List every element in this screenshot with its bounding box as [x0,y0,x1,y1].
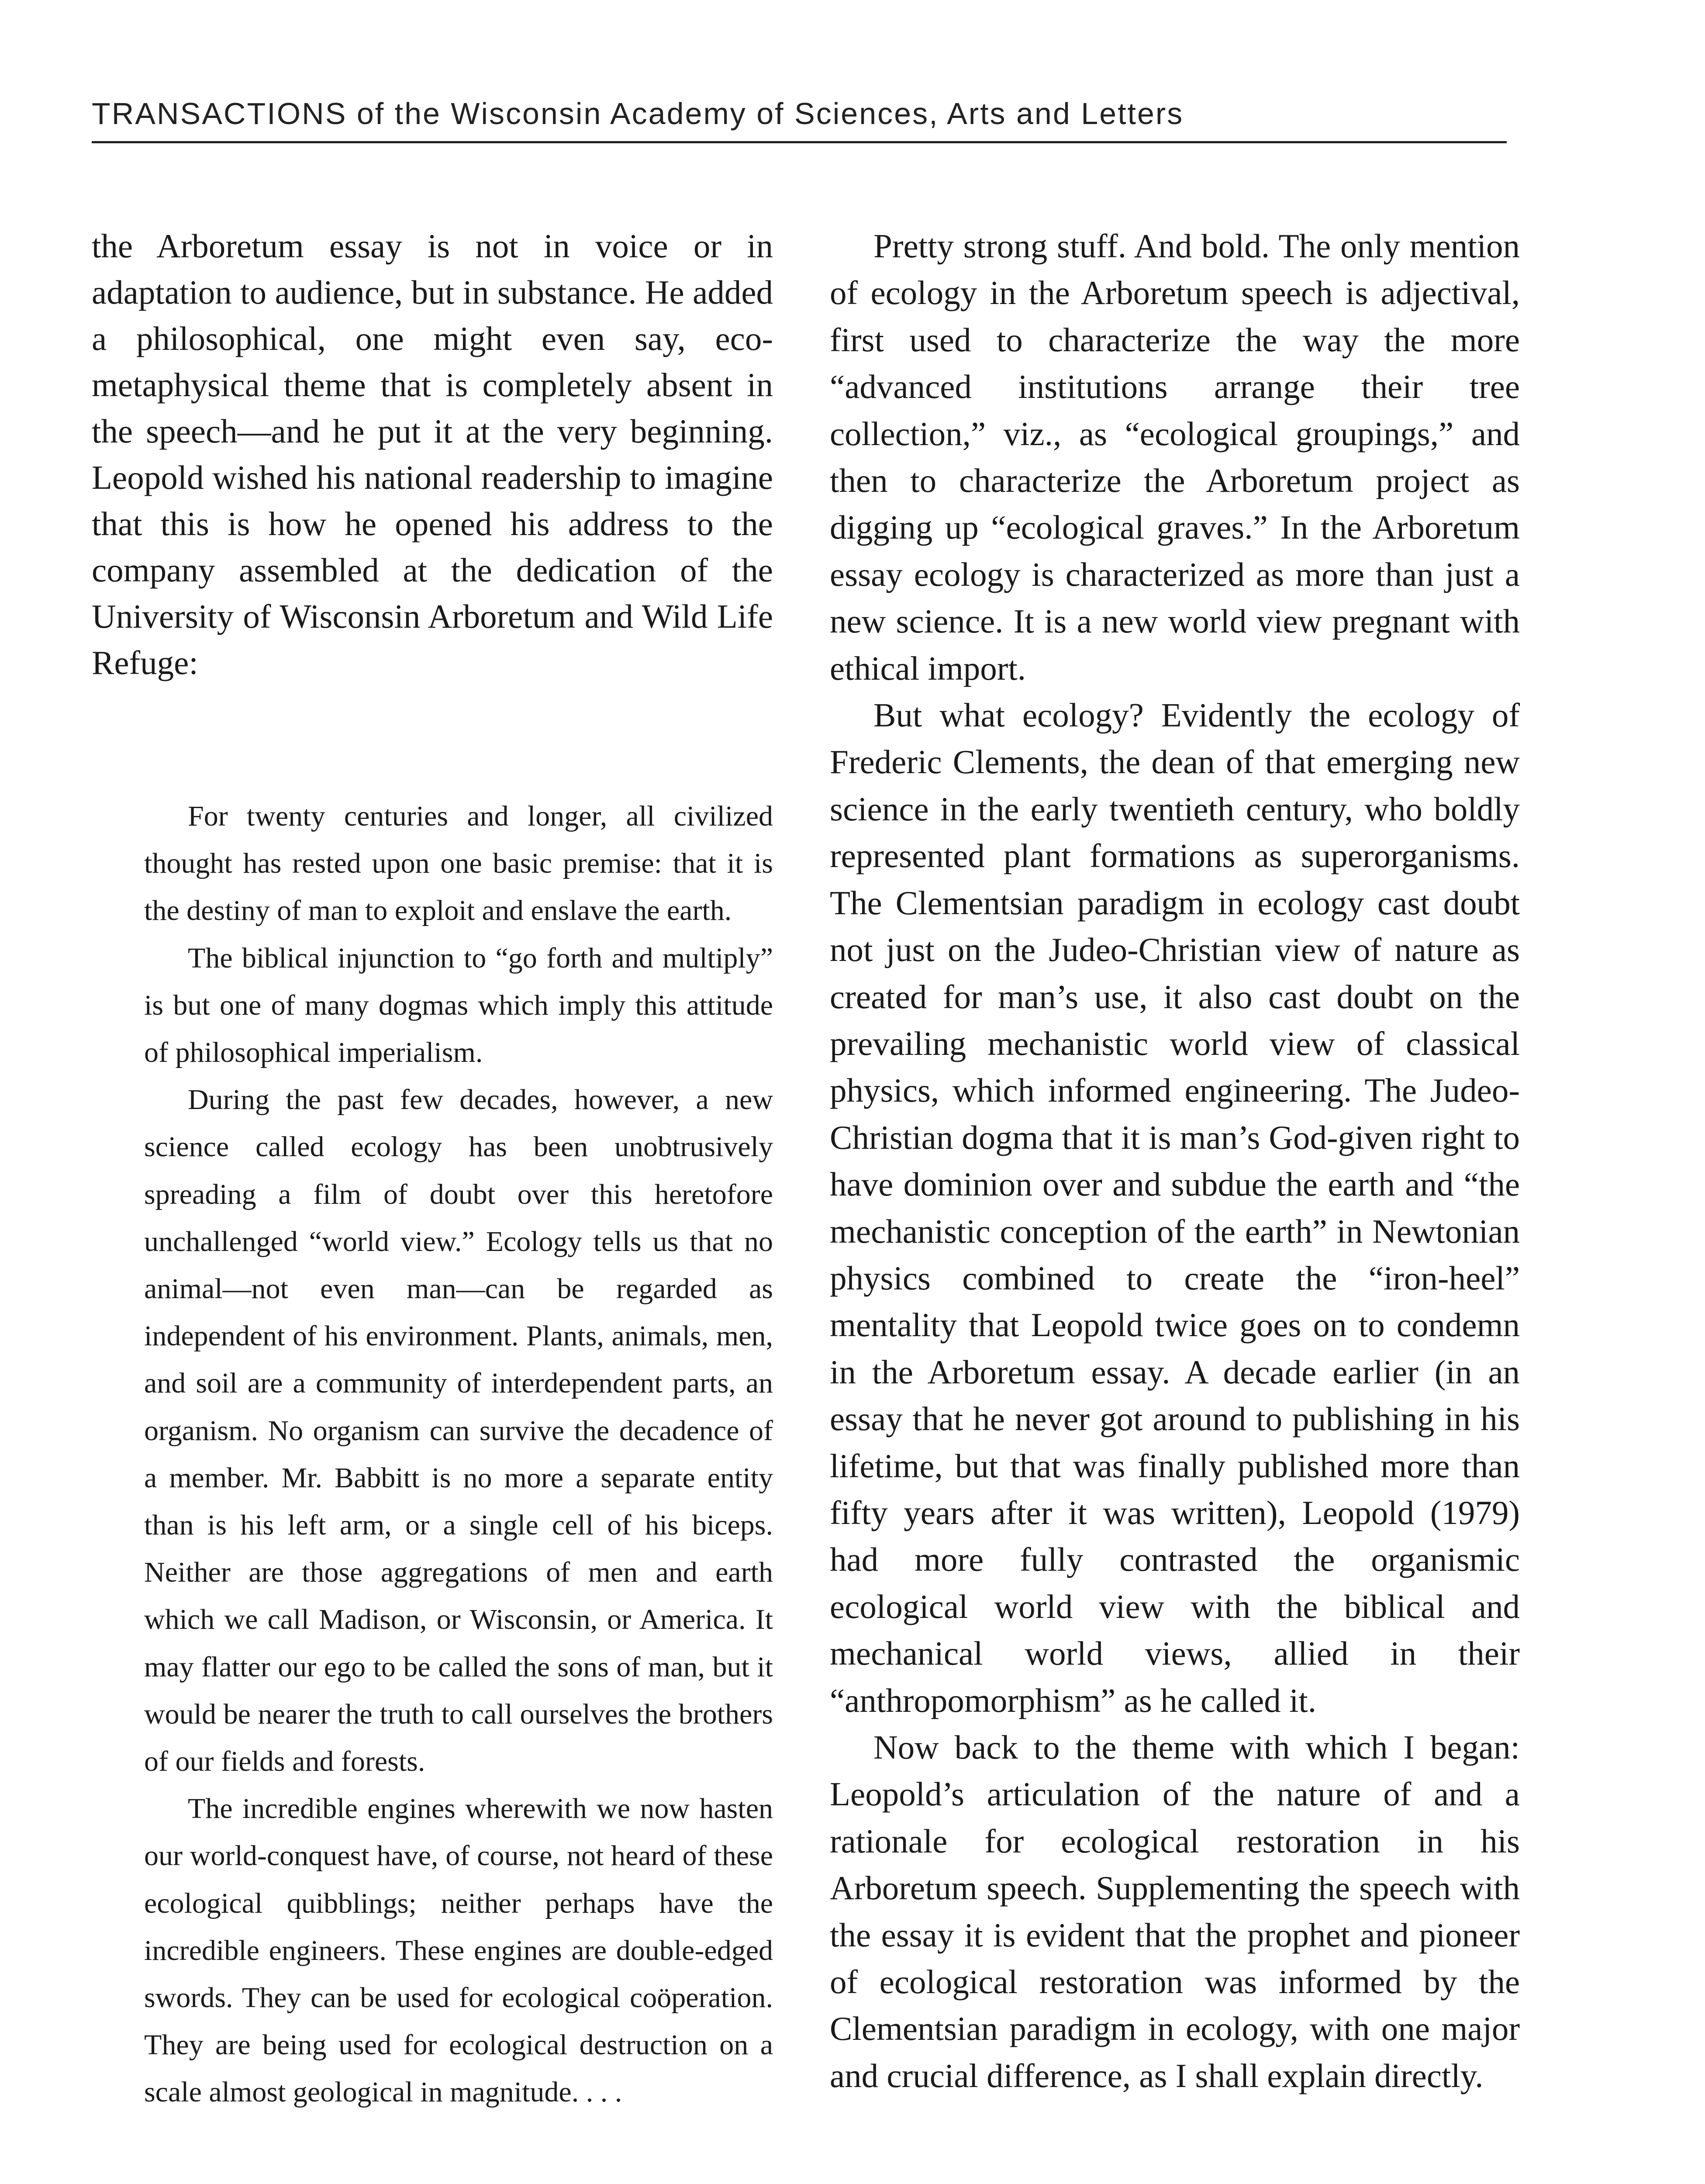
header-rule [92,141,1507,143]
body-paragraph: But what ecology? Evidently the ecology of Frederic Clements, the dean of that emerging new science in the early twentieth century, who boldly represented plant formations as superorganisms. The Clementsian paradigm in ecology cast doubt not just on the Judeo-Christian view of nature as created for man’s use, it also cast doubt on the prevailing mechanistic world view of classical physics, which informed engineering. The Judeo-Christian dogma that it is man’s God-given right to have dominion over and subdue the earth and “the mechanistic conception of the earth” in Newtonian physics combined to create the “iron-heel” mentality that Leopold twice goes on to condemn in the Arboretum essay. A decade earlier (in an essay that he never got around to publishing in his lifetime, but that was finally published more than fifty years after it was written), Leopold (1979) had more fully contrasted the organismic ecological world view with the biblical and mechanical world views, allied in their “anthropomorphism” as he called it. [830,696,1520,1719]
quote-paragraph: The biblical injunction to “go forth and multiply” is but one of many dogmas which imply this attitude of philosophical imperialism. [144,942,773,1069]
left-column [92,223,773,686]
quote-paragraph: During the past few decades, however, a new science called ecology has been unobtrusively spreading a film of doubt over this heretofore unchallenged “world view.” Ecology tells us that no animal—not even man—can be regarded as independent of his environment. Plants, animals, men, and soil are a community of interdependent parts, an organism. No organism can survive the decadence of a member. Mr. Babbitt is no more a separate entity than is his left arm, or a single cell of his biceps. Neither are those aggregations of men and earth which we call Madison, or Wisconsin, or America. It may flatter our ego to be called the sons of man, but it would be nearer the truth to call ourselves the brothers of our fields and forests. [144,1084,773,1778]
block-quote [144,793,773,2116]
running-header: TRANSACTIONS of the Wisconsin Academy of Sciences, Arts and Letters [92,97,1184,131]
right-column [830,223,1520,2099]
quote-paragraph: For twenty centuries and longer, all civilized thought has rested upon one basic premise: that it is the destiny of man to exploit and enslave the earth. [144,800,773,927]
body-paragraph: Pretty strong stuff. And bold. The only mention of ecology in the Arboretum speech is adjectival, first used to characterize the way the more “advanced institutions arrange their tree collection,” viz., as “ecological groupings,” and then to characterize the Arboretum project as digging up “ecological graves.” In the Arboretum essay ecology is characterized as more than just a new science. It is a new world view pregnant with ethical import. [830,227,1520,687]
body-paragraph: Now back to the theme with which I began: Leopold’s articulation of the nature of and a rationale for ecological restoration in his Arboretum speech. Supplementing the speech with the essay it is evident that the prophet and pioneer of ecological restoration was informed by the Clementsian paradigm in ecology, with one major and crucial difference, as I shall explain directly. [830,1728,1520,2094]
intro-paragraph: the Arboretum essay is not in voice or in adaptation to audience, but in substance. He added a philosophical, one might even say, eco-metaphysical theme that is completely absent in the speech—and he put it at the very beginning. Leopold wished his national readership to imagine that this is how he opened his address to the company assembled at the dedication of the University of Wisconsin Arboretum and Wild Life Refuge: [92,227,773,681]
quote-paragraph: The incredible engines wherewith we now hasten our world-conquest have, of course, not heard of these ecological quibblings; neither perhaps have the incredible engineers. These engines are double-edged swords. They can be used for ecological coöperation. They are being used for ecological destruction on a scale almost geological in magnitude. . . . [144,1793,773,2108]
